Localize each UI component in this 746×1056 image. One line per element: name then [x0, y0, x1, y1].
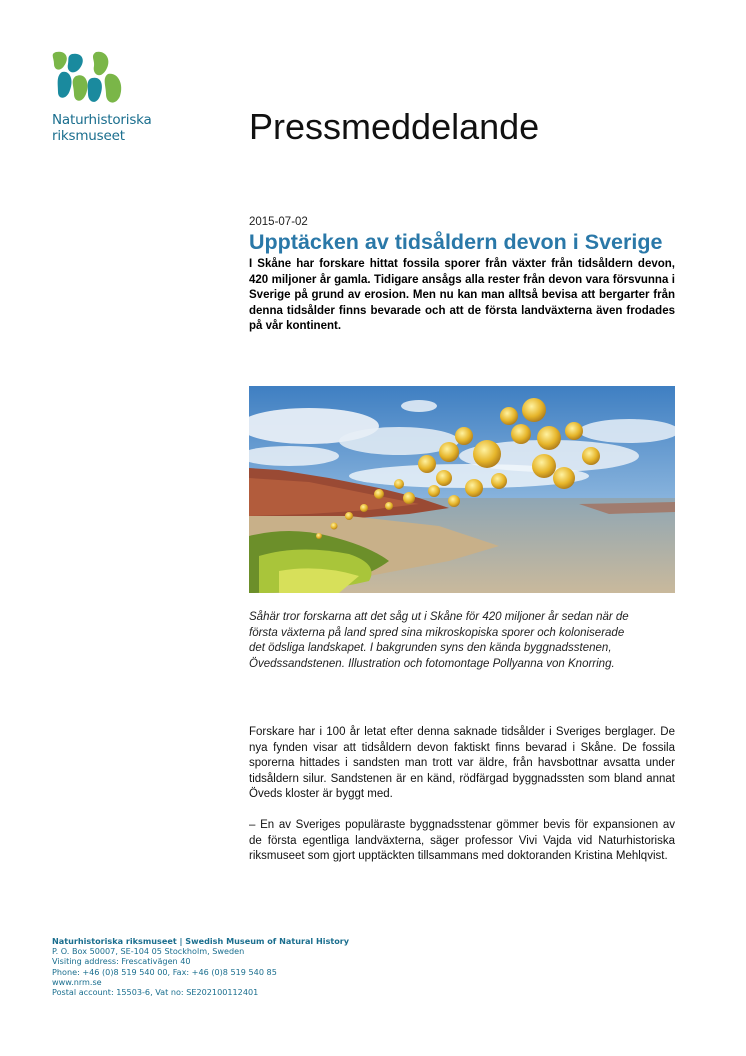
article-title: Upptäcken av tidsåldern devon i Sverige — [249, 230, 663, 254]
footer-address: P. O. Box 50007, SE-104 05 Stockholm, Sweden — [52, 946, 245, 957]
footer-visiting-address: Visiting address: Frescativägen 40 — [52, 956, 191, 967]
caption-line: Övedssandstenen. Illustration och fotomontage Pollyanna von Knorring. — [249, 657, 615, 670]
body-paragraph: Forskare har i 100 år letat efter denna saknade tidsålder i Sveriges berglager. De nya fynden visar att tidsåldern devon faktiskt finns bevarad i Skåne. De fossila sporerna hittades i sandsten man trott var äldre, från havsbottnar avsatta under tidsåldern silur. Sandstenen är en känd, rödfärgad byggnadssten som bland annat Öveds kloster är byggt med. — [249, 726, 675, 800]
document-type-heading: Pressmeddelande — [249, 106, 540, 147]
logo-line-1: Naturhistoriska — [52, 112, 152, 128]
museum-logo-mark — [52, 50, 132, 108]
caption-line: det ödsliga landskapet. I bakgrunden syns den kända byggnadsstenen, — [249, 642, 612, 654]
article-body — [249, 725, 675, 880]
logo-line-2: riksmuseet — [52, 128, 125, 144]
illustration-image — [249, 386, 675, 593]
caption-line: första växterna på land spred sina mikroskopiska sporer och koloniserade — [249, 626, 625, 639]
caption-line: Såhär tror forskarna att det såg ut i Skåne för 420 miljoner år sedan när de — [249, 611, 629, 623]
article-date: 2015-07-02 — [249, 216, 308, 228]
body-paragraph: – En av Sveriges populäraste byggnadsstenar gömmer bevis för expansionen av de första egentliga landväxterna, säger professor Vivi Vajda vid Naturhistoriska riksmuseet som gjort upptäckten tillsammans med doktoranden Kristina Mehlqvist. — [249, 819, 675, 862]
footer-postal-account: Postal account: 15503-6, Vat no: SE202100112401 — [52, 987, 259, 998]
image-caption — [249, 610, 675, 672]
footer — [52, 936, 349, 997]
footer-website: www.nrm.se — [52, 976, 102, 987]
museum-logo — [52, 50, 172, 150]
footer-organization: Naturhistoriska riksmuseet | Swedish Museum of Natural History — [52, 936, 350, 946]
article-lead: I Skåne har forskare hittat fossila sporer från växter från tidsåldern devon, 420 miljoner år gamla. Tidigare ansågs alla rester från devon vara försvunna i Sverige på grund av erosion. Men nu kan man alltså bevisa att bergarter från denna tidsålder finns bevarade och att de första landväxterna även frodades på vår kontinent. — [249, 258, 675, 332]
footer-phone-fax: Phone: +46 (0)8 519 540 00, Fax: +46 (0)8 519 540 85 — [52, 966, 277, 977]
article-header — [249, 215, 675, 335]
museum-logo-text — [52, 112, 152, 144]
